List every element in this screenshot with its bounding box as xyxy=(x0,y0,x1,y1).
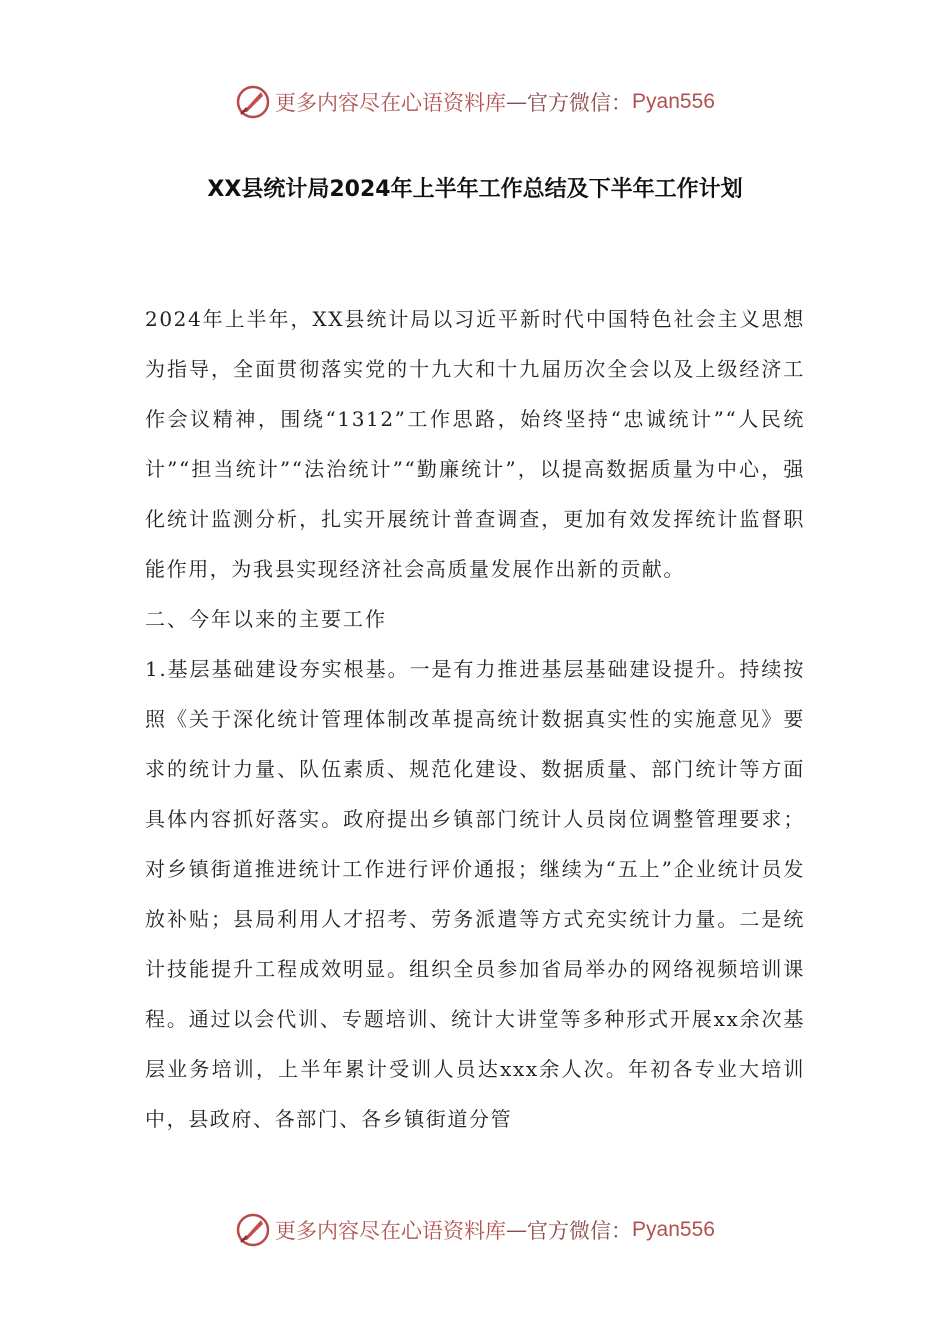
quill-logo-icon xyxy=(235,84,271,120)
header-banner xyxy=(0,80,950,124)
footer-banner xyxy=(0,1208,950,1252)
banner-dash: — xyxy=(506,90,528,114)
document-body xyxy=(145,294,805,1144)
section-heading: 二、今年以来的主要工作 xyxy=(145,607,387,631)
banner-sub-text: 官方微信： xyxy=(527,1219,633,1243)
document-title: XX县统计局2024年上半年工作总结及下半年工作计划 xyxy=(207,177,743,202)
intro-paragraph: 2024年上半年，XX县统计局以习近平新时代中国特色社会主义思想为指导，全面贯彻落实党的十九大和十九届历次全会以及上级经济工作会议精神，围绕“1312”工作思路，始终坚持“忠诚统计”“人民统计”“担当统计”“法治统计”“勤廉统计”，以提高数据质量为中心，强化统计监测分析，扎实开展统计普查调查，更加有效发挥统计监督职能作用，为我县实现经济社会高质量发展作出新的贡献。 xyxy=(145,307,805,581)
banner-sub-text: 官方微信： xyxy=(527,91,633,115)
banner-wechat-id: Pyan556 xyxy=(632,1218,715,1241)
quill-logo-icon xyxy=(235,1212,271,1248)
banner-main-text: 更多内容尽在心语资料库 xyxy=(275,1219,507,1243)
banner-main-text: 更多内容尽在心语资料库 xyxy=(275,91,507,115)
item-1-paragraph: 1.基层基础建设夯实根基。一是有力推进基层基础建设提升。持续按照《关于深化统计管理体制改革提高统计数据真实性的实施意见》要求的统计力量、队伍素质、规范化建设、数据质量、部门统计等方面具体内容抓好落实。政府提出乡镇部门统计人员岗位调整管理要求；对乡镇街道推进统计工作进行评价通报；继续为“五上”企业统计员发放补贴；县局利用人才招考、劳务派遣等方式充实统计力量。二是统计技能提升工程成效明显。组织全员参加省局举办的网络视频培训课程。通过以会代训、专题培训、统计大讲堂等多种形式开展xx余次基层业务培训，上半年累计受训人员达xxx余人次。年初各专业大培训中，县政府、各部门、各乡镇街道分管 xyxy=(145,657,805,1131)
banner-wechat-id: Pyan556 xyxy=(632,90,715,113)
banner-dash: — xyxy=(506,1218,528,1242)
